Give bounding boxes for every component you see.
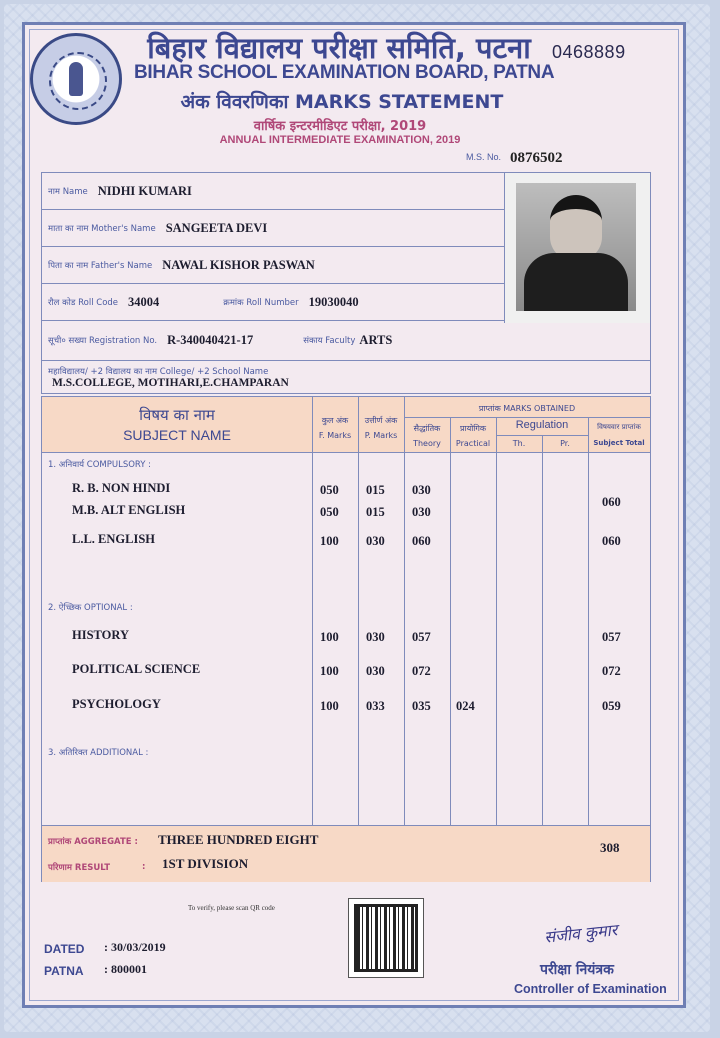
subject-total-header: Subject Total xyxy=(593,439,645,447)
aggregate-value: 308 xyxy=(600,840,620,855)
section-optional: 2. ऐच्छिक OPTIONAL : xyxy=(48,603,133,613)
roll-number: 19030040 xyxy=(308,294,359,309)
roll-code-label: रौल कोड Roll Code xyxy=(48,297,119,308)
pmarks-header: P. Marks xyxy=(364,431,398,440)
board-seal-icon xyxy=(30,33,122,125)
theory-marks: 057 xyxy=(412,630,431,644)
pass-marks: 030 xyxy=(366,664,385,678)
aggregate-words: THREE HUNDRED EIGHT xyxy=(158,832,319,847)
subject-name: L.L. ENGLISH xyxy=(72,532,156,546)
practical-marks: 024 xyxy=(456,699,475,713)
dated-label: DATED xyxy=(44,942,85,956)
result-label: परिणाम RESULT xyxy=(48,863,111,873)
student-name: NIDHI KUMARI xyxy=(97,183,192,198)
college-name: M.S.COLLEGE, MOTIHARI,E.CHAMPARAN xyxy=(52,377,289,389)
registration-row xyxy=(42,321,650,361)
subject-name: HISTORY xyxy=(72,628,129,642)
pmarks-header-hindi: उत्तीर्ण अंक xyxy=(364,416,398,425)
student-info-box xyxy=(41,172,651,394)
controller-signature: संजीव कुमार xyxy=(543,920,619,947)
pass-marks: 033 xyxy=(366,699,385,713)
regulation-th-header: Th. xyxy=(512,439,526,448)
exam-title-english: ANNUAL INTERMEDIATE EXAMINATION, 2019 xyxy=(219,134,461,146)
full-marks: 100 xyxy=(320,534,339,548)
name-label: नाम Name xyxy=(48,186,88,197)
full-marks: 050 xyxy=(320,505,339,519)
dated-value: : 30/03/2019 xyxy=(104,940,166,954)
section-compulsory: 1. अनिवार्य COMPULSORY : xyxy=(48,460,152,470)
subject-total: 059 xyxy=(602,699,621,713)
subject-name: POLITICAL SCIENCE xyxy=(72,662,201,676)
subject-total: 057 xyxy=(602,630,621,644)
subject-name: PSYCHOLOGY xyxy=(72,697,161,711)
student-photo xyxy=(516,183,636,311)
controller-title-english: Controller of Examination xyxy=(514,982,667,996)
registration-label: सूची० सख्या Registration No. xyxy=(48,336,158,346)
marks-table xyxy=(41,396,651,882)
controller-title-hindi: परीक्षा नियंत्रक xyxy=(540,962,614,978)
place-code: : 800001 xyxy=(104,962,147,976)
board-title-english: BIHAR SCHOOL EXAMINATION BOARD, PATNA xyxy=(134,62,555,83)
aggregate-section xyxy=(42,825,650,882)
ms-no-value: 0876502 xyxy=(510,150,563,166)
full-marks: 100 xyxy=(320,699,339,713)
place-label: PATNA xyxy=(44,964,84,978)
father-label: पिता का नाम Father's Name xyxy=(48,260,153,271)
roll-row xyxy=(42,284,504,321)
mother-label: माता का नाम Mother's Name xyxy=(48,223,156,234)
qr-code-icon[interactable] xyxy=(348,898,424,978)
mother-name: SANGEETA DEVI xyxy=(165,220,268,235)
subject-header-hindi: विषय का नाम xyxy=(139,406,215,424)
subject-total-header-hindi: विषयवार प्राप्तांक xyxy=(597,423,641,431)
result-value: 1ST DIVISION xyxy=(162,856,249,871)
regulation-header: Regulation xyxy=(515,419,569,431)
father-row xyxy=(42,247,504,284)
pass-marks: 015 xyxy=(366,483,385,497)
theory-marks: 072 xyxy=(412,664,431,678)
theory-marks: 030 xyxy=(412,483,431,497)
marks-obtained-header: प्राप्तांक MARKS OBTAINED xyxy=(478,404,576,413)
board-title-hindi: बिहार विद्यालय परीक्षा समिति, पटना xyxy=(147,31,531,65)
roll-code: 34004 xyxy=(128,294,160,309)
pass-marks: 030 xyxy=(366,630,385,644)
full-marks: 100 xyxy=(320,664,339,678)
serial-number: 0468889 xyxy=(552,42,626,62)
theory-marks: 060 xyxy=(412,534,431,548)
regulation-pr-header: Pr. xyxy=(560,439,570,448)
pass-marks: 015 xyxy=(366,505,385,519)
registration-number: R-340040421-17 xyxy=(167,333,254,347)
subject-total: 060 xyxy=(602,534,621,548)
full-marks: 050 xyxy=(320,483,339,497)
theory-header-hindi: सैद्धांतिक xyxy=(413,424,441,433)
exam-title-hindi: वार्षिक इन्टरमीडिएट परीक्षा, 2019 xyxy=(253,119,427,134)
fmarks-header: F. Marks xyxy=(318,431,352,440)
practical-header: Practical xyxy=(455,439,491,448)
fmarks-header-hindi: कुल अंक xyxy=(321,416,349,425)
ms-no-label: M.S. No. xyxy=(466,152,502,162)
student-photo-frame xyxy=(504,173,650,323)
practical-header-hindi: प्रायोगिक xyxy=(459,424,487,433)
mother-row xyxy=(42,210,504,247)
father-name: NAWAL KISHOR PASWAN xyxy=(162,257,315,272)
theory-marks: 035 xyxy=(412,699,431,713)
college-label: महाविद्यालय/ +2 विद्यालय का नाम College/ +2 School Name xyxy=(48,367,269,377)
combined-subject-total: 060 xyxy=(602,495,621,509)
theory-marks: 030 xyxy=(412,505,431,519)
subject-name: R. B. NON HINDI xyxy=(72,481,171,495)
faculty-label: संकाय Faculty xyxy=(303,336,356,346)
statement-title: अंक विवरणिका MARKS STATEMENT xyxy=(180,91,504,113)
result-colon: : xyxy=(142,862,146,872)
section-additional: 3. अतिरिक्त ADDITIONAL : xyxy=(48,748,149,758)
faculty-value: ARTS xyxy=(359,333,393,347)
subject-header-english: SUBJECT NAME xyxy=(123,427,231,443)
aggregate-label: प्राप्तांक AGGREGATE : xyxy=(48,837,138,847)
name-row xyxy=(42,173,504,210)
roll-number-label: क्रमांक Roll Number xyxy=(223,297,299,308)
theory-header: Theory xyxy=(413,439,441,448)
full-marks: 100 xyxy=(320,630,339,644)
subject-name: M.B. ALT ENGLISH xyxy=(72,503,186,517)
pass-marks: 030 xyxy=(366,534,385,548)
subject-total: 072 xyxy=(602,664,621,678)
marks-table-header xyxy=(42,397,650,453)
verify-text: To verify, please scan QR code xyxy=(188,904,275,912)
college-row xyxy=(42,361,650,394)
